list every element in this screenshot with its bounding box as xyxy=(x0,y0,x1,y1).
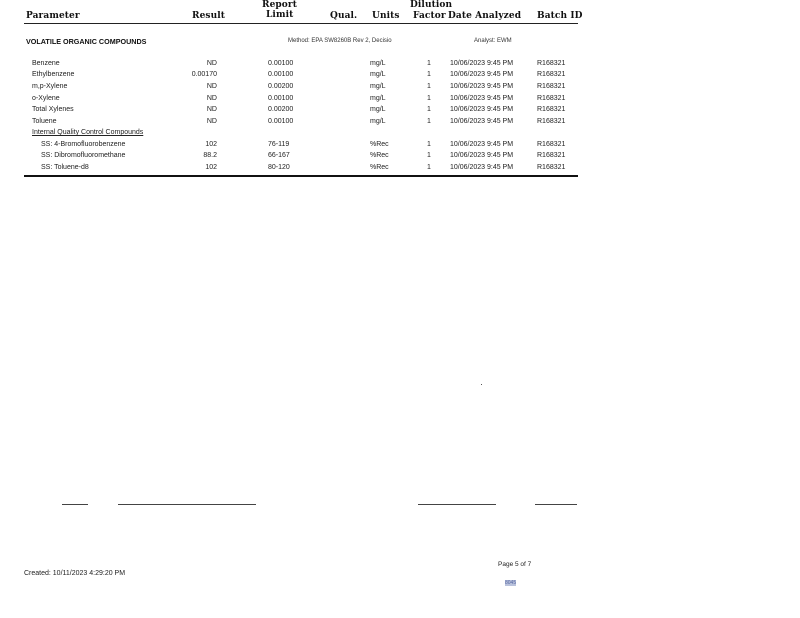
row-result: ND xyxy=(206,95,217,102)
row-limit: 0.00100 xyxy=(268,95,294,102)
row-result: 88.2 xyxy=(203,152,217,159)
row-dilution: 1 xyxy=(427,118,431,125)
row-units: mg/L xyxy=(370,95,386,102)
created-timestamp: Created: 10/11/2023 4:29:20 PM xyxy=(24,570,126,577)
row-dilution: 1 xyxy=(427,83,431,90)
row-batch: R168321 xyxy=(537,152,566,159)
row-result: ND xyxy=(206,60,217,67)
scan-speck xyxy=(481,384,482,385)
header-units: Units xyxy=(372,11,400,21)
header-rule xyxy=(24,23,578,24)
row-batch: R168321 xyxy=(537,60,566,67)
row-parameter: m,p-Xylene xyxy=(32,83,68,90)
header-date-analyzed: Date Analyzed xyxy=(448,11,522,21)
row-batch: R168321 xyxy=(537,118,566,125)
row-dilution: 1 xyxy=(427,95,431,102)
row-limit: 76-119 xyxy=(268,141,290,148)
row-parameter: Benzene xyxy=(32,60,60,67)
row-result: 102 xyxy=(205,164,217,171)
header-report-limit-line1: Report xyxy=(262,0,298,10)
row-dilution: 1 xyxy=(427,152,431,159)
row-date: 10/06/2023 9:45 PM xyxy=(450,60,514,67)
header-dilution-line1: Dilution xyxy=(410,0,453,10)
footer-rule-fragment xyxy=(118,504,256,505)
header-qual: Qual. xyxy=(330,11,358,21)
row-units: mg/L xyxy=(370,83,386,90)
row-dilution: 1 xyxy=(427,164,431,171)
row-units: %Rec xyxy=(370,164,389,171)
row-limit: 0.00100 xyxy=(268,118,294,125)
row-batch: R168321 xyxy=(537,164,566,171)
row-result: ND xyxy=(206,118,217,125)
table-row xyxy=(0,60,800,71)
row-date: 10/06/2023 9:45 PM xyxy=(450,141,514,148)
row-units: mg/L xyxy=(370,118,386,125)
header-batch-id: Batch ID xyxy=(537,11,583,21)
header-report-limit-line2: Limit xyxy=(266,10,294,20)
section-title: VOLATILE ORGANIC COMPOUNDS xyxy=(26,37,147,46)
row-units: mg/L xyxy=(370,60,386,67)
table-row xyxy=(0,83,800,94)
analyst-label: Analyst: EWM xyxy=(474,38,512,44)
row-parameter: SS: Toluene-d8 xyxy=(41,164,89,171)
table-row xyxy=(0,152,800,163)
row-date: 10/06/2023 9:45 PM xyxy=(450,164,514,171)
footer-rule-fragment xyxy=(418,504,496,505)
table-row xyxy=(0,164,800,175)
internal-qc-title-text: Internal Quality Control Compounds xyxy=(32,129,144,136)
row-units: mg/L xyxy=(370,71,386,78)
row-result: ND xyxy=(206,83,217,90)
row-date: 10/06/2023 9:45 PM xyxy=(450,83,514,90)
header-result: Result xyxy=(192,11,225,21)
row-batch: R168321 xyxy=(537,95,566,102)
row-date: 10/06/2023 9:45 PM xyxy=(450,106,514,113)
header-parameter: Parameter xyxy=(26,11,80,21)
table-row xyxy=(0,118,800,129)
row-dilution: 1 xyxy=(427,60,431,67)
table-row xyxy=(0,71,800,82)
row-limit: 0.00100 xyxy=(268,60,294,67)
row-batch: R168321 xyxy=(537,141,566,148)
row-limit: 0.00200 xyxy=(268,83,294,90)
row-dilution: 1 xyxy=(427,141,431,148)
row-date: 10/06/2023 9:45 PM xyxy=(450,118,514,125)
row-result: ND xyxy=(206,106,217,113)
row-limit: 66-167 xyxy=(268,152,290,159)
row-dilution: 1 xyxy=(427,106,431,113)
row-units: %Rec xyxy=(370,152,389,159)
row-dilution: 1 xyxy=(427,71,431,78)
row-batch: R168321 xyxy=(537,71,566,78)
row-date: 10/06/2023 9:45 PM xyxy=(450,71,514,78)
table-row xyxy=(0,95,800,106)
row-units: mg/L xyxy=(370,106,386,113)
row-result: 0.00170 xyxy=(191,71,217,78)
page-stamp: 8045 xyxy=(505,580,517,586)
row-parameter: Ethylbenzene xyxy=(32,71,75,78)
row-limit: 0.00100 xyxy=(268,71,294,78)
row-parameter: SS: Dibromofluoromethane xyxy=(41,152,126,159)
table-row xyxy=(0,106,800,117)
row-parameter: SS: 4-Bromofluorobenzene xyxy=(41,141,126,148)
row-limit: 80-120 xyxy=(268,164,290,171)
row-parameter: Total Xylenes xyxy=(32,106,74,113)
header-dilution-line2: Factor xyxy=(413,11,446,21)
table-row xyxy=(0,141,800,152)
internal-qc-title xyxy=(32,129,143,136)
row-result: 102 xyxy=(205,141,217,148)
footer-rule-fragment xyxy=(62,504,88,505)
method-label: Method: EPA SW8260B Rev 2, Decisio xyxy=(288,38,392,44)
row-batch: R168321 xyxy=(537,83,566,90)
row-date: 10/06/2023 9:45 PM xyxy=(450,95,514,102)
row-limit: 0.00200 xyxy=(268,106,294,113)
row-date: 10/06/2023 9:45 PM xyxy=(450,152,514,159)
row-parameter: o-Xylene xyxy=(32,95,60,102)
row-units: %Rec xyxy=(370,141,389,148)
page-number: Page 5 of 7 xyxy=(498,561,532,568)
table-bottom-rule xyxy=(24,175,578,177)
row-batch: R168321 xyxy=(537,106,566,113)
row-parameter: Toluene xyxy=(32,118,57,125)
footer-rule-fragment xyxy=(535,504,577,505)
